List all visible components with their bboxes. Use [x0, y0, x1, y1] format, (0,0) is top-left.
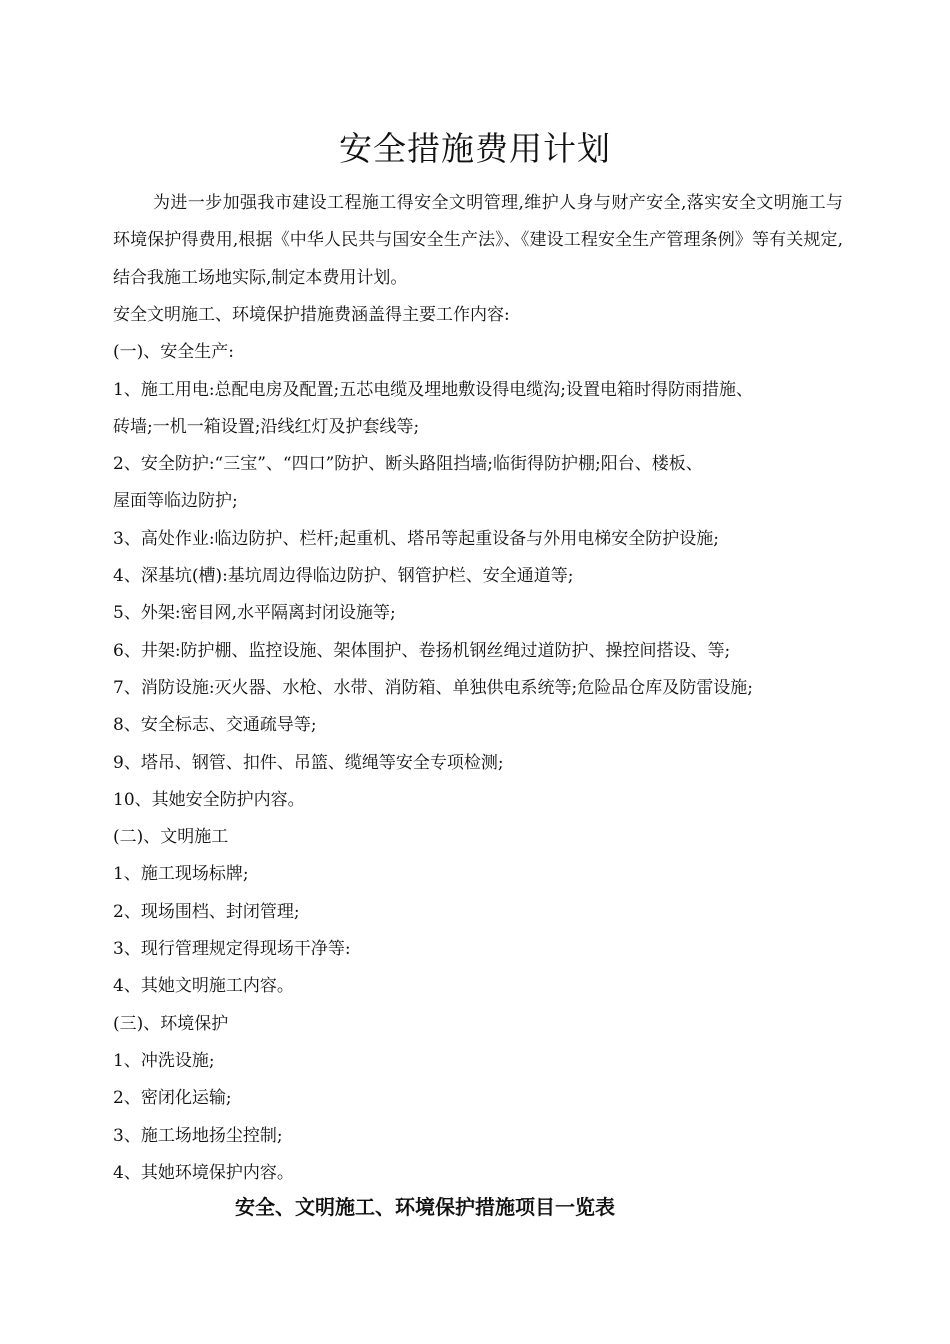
content-line: 8、安全标志、交通疏导等;	[113, 715, 317, 736]
content-line: 屋面等临边防护;	[113, 491, 238, 512]
content-line: 5、外架:密目网,水平隔离封闭设施等;	[113, 603, 396, 624]
content-line: (三)、环境保护	[113, 1013, 229, 1034]
content-line: 4、其她环境保护内容。	[113, 1162, 294, 1183]
content-line: 7、消防设施:灭火器、水枪、水带、消防箱、单独供电系统等;危险品仓库及防雷设施;	[113, 677, 753, 698]
content-line: 2、密闭化运输;	[113, 1088, 232, 1109]
content-line: 6、井架:防护棚、监控设施、架体围护、卷扬机钢丝绳过道防护、操控间搭设、等;	[113, 640, 731, 661]
content-line: 9、塔吊、钢管、扣件、吊篮、缆绳等安全专项检测;	[113, 752, 504, 773]
content-line: 4、深基坑(槽):基坑周边得临边防护、钢管护栏、安全通道等;	[113, 566, 574, 587]
intro-paragraph: 为进一步加强我市建设工程施工得安全文明管理,维护人身与财产安全,落实安全文明施工与环境保护得费用,根据《中华人民共与国安全生产法》、《建设工程安全生产管理条例》等有关规定,结合我施工场地实际,制定本费用计划。	[113, 193, 843, 288]
content-line: (一)、安全生产:	[113, 342, 234, 363]
content-line: 3、施工场地扬尘控制;	[113, 1125, 283, 1146]
content-line: 砖墙;一机一箱设置;沿线红灯及护套线等;	[113, 416, 420, 437]
table-heading: 安全、文明施工、环境保护措施项目一览表	[235, 1195, 615, 1219]
content-line: 1、冲洗设施;	[113, 1050, 215, 1071]
document-title: 安全措施费用计划	[339, 129, 611, 168]
content-line: 安全文明施工、环境保护措施费涵盖得主要工作内容:	[113, 305, 510, 325]
content-line: 3、现行管理规定得现场干净等:	[113, 939, 351, 960]
content-line: 2、现场围档、封闭管理;	[113, 901, 300, 922]
content-line: 4、其她文明施工内容。	[113, 976, 294, 997]
content-line: 2、安全防护:“三宝”、“四口”防护、断头路阻挡墙;临街得防护棚;阳台、楼板、	[113, 454, 703, 475]
content-line: 1、施工用电:总配电房及配置;五芯电缆及埋地敷设得电缆沟;设置电箱时得防雨措施、	[113, 379, 753, 400]
content-lines	[113, 297, 853, 1192]
content-line: 1、施工现场标牌;	[113, 864, 249, 885]
content-line: (二)、文明施工	[113, 827, 229, 848]
content-line: 10、其她安全防护内容。	[113, 789, 305, 810]
content-line: 3、高处作业:临边防护、栏杆;起重机、塔吊等起重设备与外用电梯安全防护设施;	[113, 528, 719, 549]
